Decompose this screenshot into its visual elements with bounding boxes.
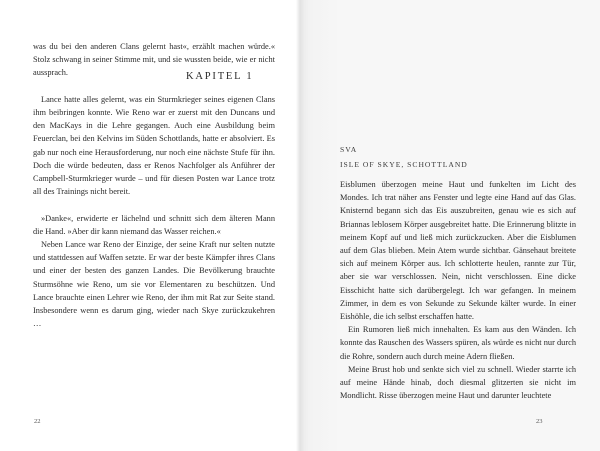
- left-paragraph-3: »Danke«, erwiderte er lächelnd und schnitt sich dem älteren Mann die Hand. »Aber dir kann niemand das Wasser reichen.«: [33, 213, 275, 236]
- left-paragraph-4: Neben Lance war Reno der Einzige, der seine Kraft nur selten nutzte und stattdessen auf Waffen setzte. Er war der beste Kämpfer ihres Clans und einer der besten des ganzen Landes. Die Bevölkerung brauchte Sturmsöhne wie Reno, um sie vor Elementaren zu beschützen. Und Lance brauchte einen Lehrer wie Reno, der ihm mit Rat zur Seite stand. Insbesondere wenn es darum ging, wieder nach Skye zurückzukehren …: [33, 240, 275, 329]
- right-page: [300, 0, 600, 451]
- book-gutter: [296, 0, 304, 451]
- right-page-text: [340, 178, 576, 402]
- right-paragraph-3: Meine Brust hob und senkte sich viel zu schnell. Wieder starrte ich auf meine Hände hinab, doch diesmal glitzerten sie nicht im Mondlicht. Risse überzogen meine Haut und darunter leuchtete: [340, 364, 576, 401]
- left-page-text: [33, 40, 275, 330]
- left-paragraph-1: was du bei den anderen Clans gelernt hast«, erzählt machen würde.« Stolz schwang in seiner Stimme mit, und sie wussten beide, wie er nicht aussprach.: [33, 42, 275, 78]
- section-location: ISLE OF SKYE, SCHOTTLAND: [340, 160, 468, 169]
- left-paragraph-2: Lance hatte alles gelernt, was ein Sturmkrieger seines eigenen Clans ihm beibringen konnte. Wie Reno war er zuerst mit den Duncans und den MacKays in die Lehre gegangen. Auch eine Ausbildung beim Feuerclan, bei den Kelvins im Süden Schottlands, hatte er absolviert. Es gab nur noch eine Herausforderung, nur noch eine nächste Stufe für ihn. Doch die würde bedeuten, dass er Renos Nachfolger als Anführer der Campbell-Sturmkrieger wurde – und für diesen Posten war Lance trotz all des Trainings nicht bereit.: [33, 94, 275, 197]
- page-number-right: 23: [536, 418, 543, 425]
- page-number-left: 22: [34, 418, 41, 425]
- chapter-title: KAPITEL 1: [186, 71, 254, 82]
- right-paragraph-2: Ein Rumoren ließ mich innehalten. Es kam aus den Wänden. Ich konnte das Rauschen des Wassers spüren, als würde es nicht nur durch die Rohre, sondern auch durch meine Adern fließen.: [340, 325, 576, 361]
- right-paragraph-1: Eisblumen überzogen meine Haut und funkelten im Licht des Mondes. Ich trat näher ans Fenster und legte eine Hand auf das Glas. Knisternd begann sich das Eis auszubreiten, genau wie es sich auf Briannas leblosem Körper ausgebreitet hatte. Die Erinnerung blitzte in meinem Kopf auf und ließ mich zurückzucken. Aber die Eisblumen auf dem Glas blieben. Mein Atem wurde sichtbar. Gänsehaut breitete sich auf meinem Körper aus. Ich schlotterte heulen, rannte zur Tür, aber sie war verschlossen. Nein, nicht verschlossen. Eine dicke Eisschicht hatte sich darübergelegt. Ich war gefangen. In meinem Zimmer, in dem es von Sekunde zu Sekunde kälter wurde. In einer Eishöhle, die ich selbst erschaffen hatte.: [340, 180, 576, 322]
- section-name: SVA: [340, 145, 358, 154]
